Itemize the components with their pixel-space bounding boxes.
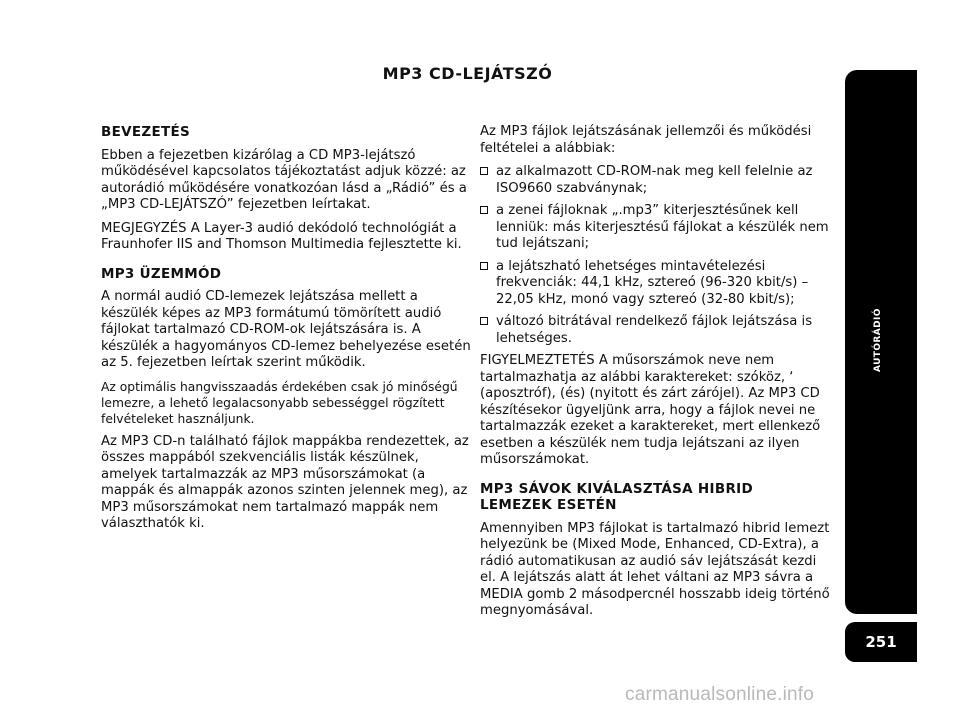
quality-paragraph: Az optimális hangvisszaadás érdekében csak jó minőségű lemezre, a lehető legalacsonyabb sebességgel rögzített felvételeket használjunk. <box>101 379 458 426</box>
chapter-tab-label: AUTÓRÁDIÓ <box>873 308 883 372</box>
list-item-text: a lejátszható lehetséges mintavételezési frekvenciák: 44,1 kHz, sztereó (96-320 kbit/s) – 22,05 kHz, monó vagy sztereó (32-80 kbit/s); <box>496 258 809 307</box>
watermark-text: carmanualsonline.info <box>625 684 815 705</box>
checkbox-icon <box>480 317 488 325</box>
warning-paragraph: FIGYELMEZTETÉS A műsorszámok neve nem tartalmazhatja az alábbi karaktereket: szóköz, ‘ (aposztróf), (és) (nyitott és zárt zárójel). Az MP3 CD készítésekor ügyeljünk arra, hogy a fájlok nevei ne tartalmazzák ezeket a karaktereket, mert ellenkező esetben a készülék nem tudja lejátszani az ilyen műsorszámokat. <box>480 353 821 467</box>
page-title: MP3 CD-LEJÁTSZÓ <box>382 64 553 83</box>
left-column <box>101 124 471 540</box>
list-item-text: a zenei fájloknak „.mp3” kiterjesztésűnek kell lenniük: más kiterjesztésű fájlokat a készülék nem tud lejátszani; <box>496 203 829 251</box>
list-item <box>480 203 830 253</box>
list-item <box>480 259 830 309</box>
list-item-text: az alkalmazott CD-ROM-nak meg kell felelnie az ISO9660 szabványnak; <box>496 164 813 196</box>
checkbox-icon <box>480 167 488 175</box>
mode-paragraph: A normál audió CD-lemezek lejátszása mellett a készülék képes az MP3 formátumú tömörített audió fájlokat tartalmazó CD-ROM-ok lejátszására is. A készülék a hagyományos CD-lemez behelyezése esetén az 5. fejezetben leírtak szerint működik. <box>101 289 471 370</box>
section-heading-intro: BEVEZETÉS <box>101 124 191 140</box>
intro-paragraph: Ebben a fejezetben kizárólag a CD MP3-lejátszó működésével kapcsolatos tájékoztatást adjuk közzé: az autorádió működésére vonatkozóan lásd a „Rádió” és a „MP3 CD-LEJÁTSZÓ” fejezetben leírtakat. <box>101 147 467 212</box>
hybrid-paragraph: Amennyiben MP3 fájlokat is tartalmazó hibrid lemezt helyezünk be (Mixed Mode, Enhanced, CD-Extra), a rádió automatikusan az audió sáv lejátszását kezdi el. A lejátszás alatt át lehet váltani az MP3 sávra a MEDIA gomb 2 másodpercnél hosszabb ideig történő megnyomásával. <box>480 520 830 618</box>
list-item <box>480 164 830 197</box>
list-item <box>480 314 830 347</box>
checkbox-icon <box>480 262 488 270</box>
section-heading-mp3-mode: MP3 ÜZEMMÓD <box>101 265 222 282</box>
conditions-intro: Az MP3 fájlok lejátszásának jellemzői és működési feltételei a alábbiak: <box>480 124 812 156</box>
section-heading-hybrid: MP3 SÁVOK KIVÁLASZTÁSA HIBRID LEMEZEK ESETÉN <box>480 480 753 513</box>
checkbox-icon <box>480 206 488 214</box>
page-number: 251 <box>845 622 917 662</box>
folders-paragraph: Az MP3 CD-n található fájlok mappákba rendezettek, az összes mappából szekvenciális listák készülnek, amelyek tartalmazzák az MP3 műsorszámokat (a mappák és almappák azonos szinten jelennek meg), az MP3 műsorszámokat nem tartalmazó mappák nem választhatók ki. <box>101 433 469 531</box>
list-item-text: változó bitrátával rendelkező fájlok lejátszása is lehetséges. <box>496 314 813 346</box>
conditions-list <box>480 164 830 347</box>
note-paragraph: MEGJEGYZÉS A Layer-3 audió dekódoló technológiát a Fraunhofer IIS and Thomson Multimedia fejlesztette ki. <box>101 220 462 252</box>
right-column <box>480 124 830 627</box>
